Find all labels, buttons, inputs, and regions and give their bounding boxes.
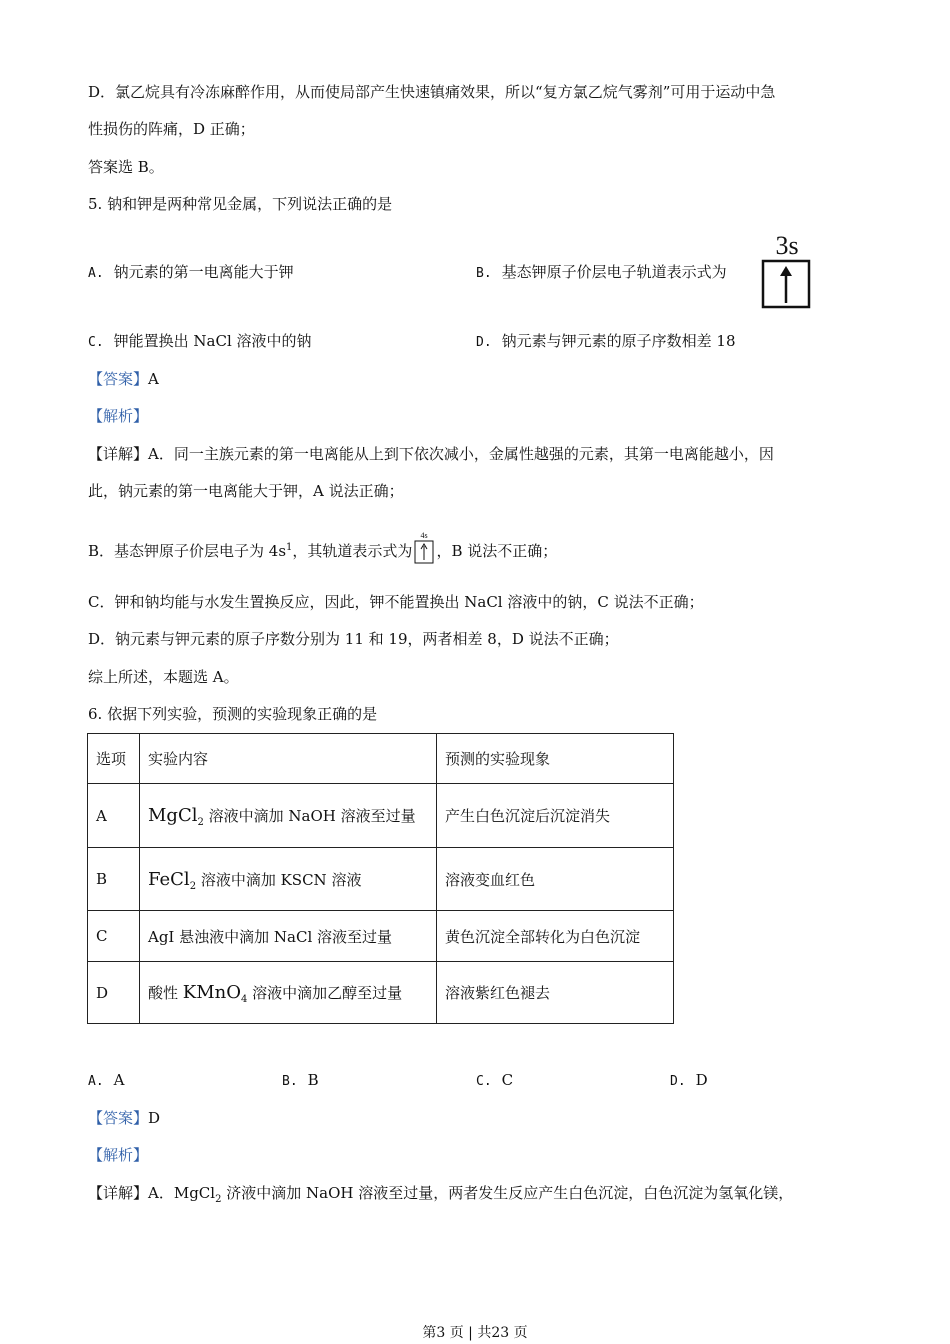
option-text: C <box>501 1071 514 1089</box>
q6-option-d <box>670 1069 708 1093</box>
table-cell: A <box>88 784 140 848</box>
option-label: A. <box>88 1074 104 1089</box>
q6-option-b <box>282 1069 319 1093</box>
question-6: 6. 依据下列实验，预测的实验现象正确的是 <box>88 705 378 723</box>
table-row <box>88 962 674 1024</box>
detail-line: C．钾和钠均能与水发生置换反应，因此，钾不能置换出 NaCl 溶液中的钠，C 说法不正确； <box>88 593 704 611</box>
answer-line <box>88 1107 160 1129</box>
table-cell: C <box>88 911 140 962</box>
analysis-tag: 【解析】 <box>88 1146 149 1164</box>
option-label: A. <box>88 266 104 281</box>
orbital-diagram-4s <box>414 531 434 565</box>
q5-option-b <box>476 261 727 285</box>
text-line: 答案选 B。 <box>88 158 164 176</box>
option-label: C. <box>88 335 104 350</box>
option-text: A <box>113 1071 125 1089</box>
subscript: 2 <box>189 880 197 892</box>
option-text: B <box>307 1071 319 1089</box>
option-label: C. <box>476 1074 492 1089</box>
table-cell <box>140 848 437 911</box>
detail-line-b <box>88 531 558 569</box>
q5-option-a <box>88 261 294 285</box>
detail-tag: 【详解】 <box>88 1184 149 1202</box>
subscript: 2 <box>197 817 204 828</box>
answer-value: A <box>148 370 159 388</box>
answer-tag: 【答案】 <box>88 1109 149 1127</box>
option-text: D <box>695 1071 708 1089</box>
option-label: B. <box>476 266 492 281</box>
chem-formula: MgCl <box>148 805 198 826</box>
detail-line <box>88 1182 793 1204</box>
table-cell: 溶液紫红色褪去 <box>437 962 674 1024</box>
detail-text: ，其轨道表示式为 <box>292 542 413 560</box>
option-text: 基态钾原子价层电子轨道表示式为 <box>501 263 727 281</box>
table-cell <box>140 784 437 848</box>
orbital-label: 3s <box>775 232 799 260</box>
cell-text: 溶液中滴加 NaOH 溶液至过量 <box>203 807 416 825</box>
cell-text: 溶液中滴加乙醇至过量 <box>247 984 403 1002</box>
text-line: D．氯乙烷具有冷冻麻醉作用，从而使局部产生快速镇痛效果，所以“复方氯乙烷气雾剂”可用于运动中急 <box>88 83 776 101</box>
option-text: 钾能置换出 NaCl 溶液中的钠 <box>113 332 312 350</box>
q5-option-d <box>476 330 736 354</box>
question-5: 5. 钠和钾是两种常见金属，下列说法正确的是 <box>88 195 393 213</box>
table-cell <box>140 962 437 1024</box>
option-text: 钠元素的第一电离能大于钾 <box>113 263 294 281</box>
detail-text: A．同一主族元素的第一电离能从上到下依次减小，金属性越强的元素，其第一电离能越小，因 <box>148 445 774 463</box>
answer-tag: 【答案】 <box>88 370 149 388</box>
answer-line <box>88 368 159 390</box>
option-label: D. <box>476 335 492 350</box>
detail-line: 此，钠元素的第一电离能大于钾，A 说法正确； <box>88 482 404 500</box>
table-row <box>88 848 674 911</box>
orbital-label: 4s <box>420 531 428 540</box>
analysis-tag: 【解析】 <box>88 407 149 425</box>
answer-value: D <box>148 1109 161 1127</box>
orbital-diagram-3s <box>761 232 813 310</box>
table-header: 选项 <box>88 734 140 784</box>
subscript: 4 <box>241 994 248 1005</box>
detail-tag: 【详解】 <box>88 445 149 463</box>
text-line: 性损伤的阵痛，D 正确； <box>88 120 255 138</box>
detail-text: 济液中滴加 NaOH 溶液至过量，两者发生反应产生白色沉淀，白色沉淀为氢氧化镁， <box>221 1184 794 1202</box>
chem-formula: FeCl <box>148 868 190 890</box>
option-text: 钠元素与钾元素的原子序数相差 18 <box>501 332 736 350</box>
table-row <box>88 784 674 848</box>
page-footer: 第3 页 | 共23 页 <box>422 1325 528 1341</box>
chem-formula: KMnO <box>182 982 242 1003</box>
cell-text: 溶液中滴加 KSCN 溶液 <box>196 870 362 889</box>
detail-text: B．基态钾原子价层电子为 4s <box>88 542 287 560</box>
detail-text: ，B 说法不正确； <box>436 542 558 560</box>
table-header: 实验内容 <box>140 734 437 784</box>
option-label: B. <box>282 1074 298 1089</box>
cell-text: 酸性 <box>148 984 183 1002</box>
subscript: 2 <box>215 1194 222 1205</box>
table-cell: B <box>88 848 140 911</box>
detail-line <box>88 443 774 465</box>
detail-text: A．MgCl <box>148 1184 216 1202</box>
table-header: 预测的实验现象 <box>437 734 674 784</box>
table-cell: D <box>88 962 140 1024</box>
experiment-table <box>87 733 674 1024</box>
q6-option-c <box>476 1069 513 1093</box>
q6-option-a <box>88 1069 125 1093</box>
table-cell: 溶液变血红色 <box>437 848 674 911</box>
table-cell: 产生白色沉淀后沉淀消失 <box>437 784 674 848</box>
superscript: 1 <box>286 542 293 553</box>
table-row <box>88 911 674 962</box>
q5-option-c <box>88 330 312 354</box>
detail-line: D．钠元素与钾元素的原子序数分别为 11 和 19，两者相差 8，D 说法不正确； <box>88 630 619 648</box>
summary-line: 综上所述，本题选 A。 <box>88 668 239 686</box>
table-cell: AgI 悬浊液中滴加 NaCl 溶液至过量 <box>140 911 437 962</box>
table-header-row <box>88 734 674 784</box>
option-label: D. <box>670 1074 686 1089</box>
table-cell: 黄色沉淀全部转化为白色沉淀 <box>437 911 674 962</box>
